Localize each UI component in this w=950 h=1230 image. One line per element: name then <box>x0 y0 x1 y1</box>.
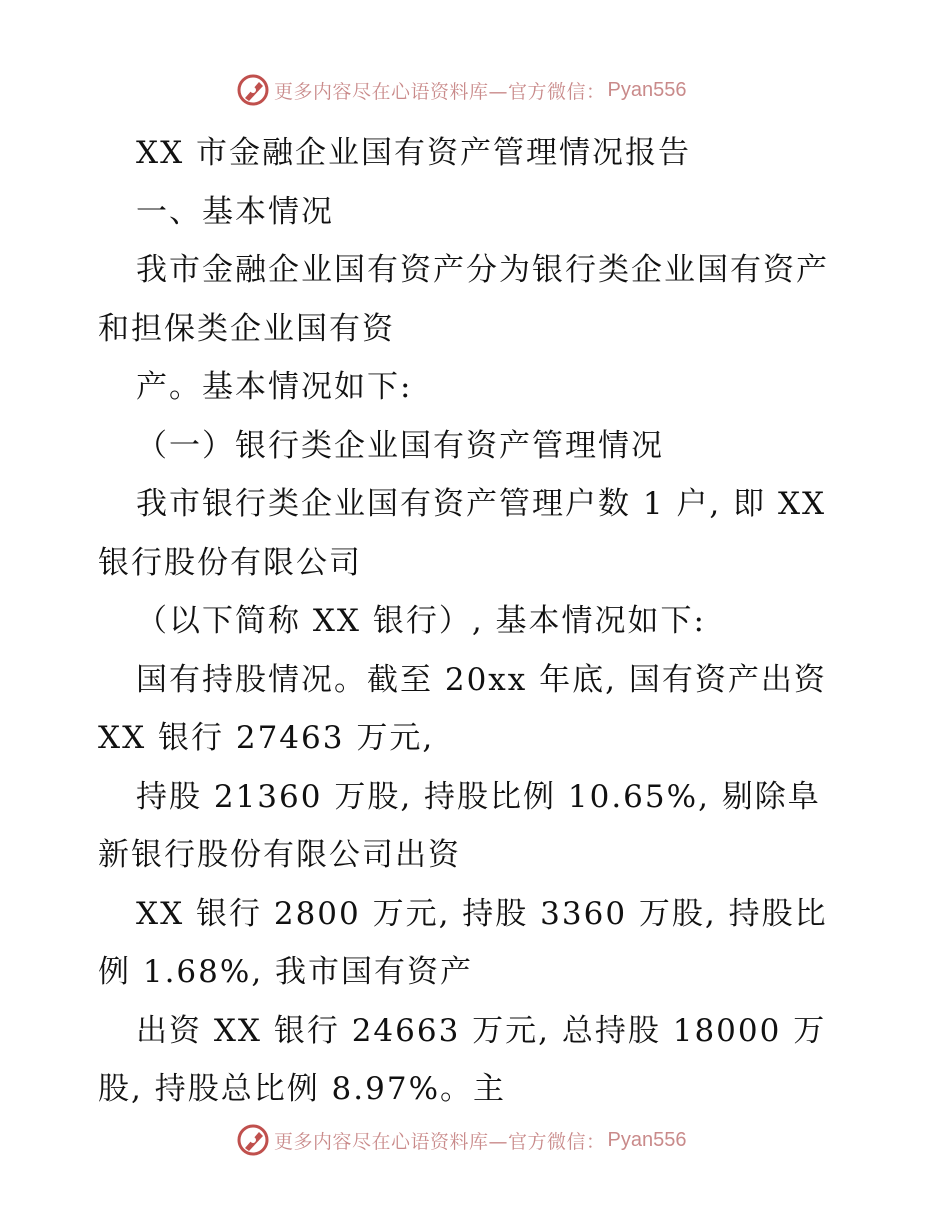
footer-banner <box>236 1122 686 1158</box>
pen-logo-icon <box>236 1123 270 1157</box>
paragraph-line: 股, 持股总比例 8.97%。主 <box>98 1071 507 1107</box>
paragraph-line: 和担保类企业国有资 <box>98 310 395 347</box>
paragraph-line: 新银行股份有限公司出资 <box>98 837 461 873</box>
header-banner-handle: Pyan556 <box>607 78 687 101</box>
paragraph-line: 例 1.68%, 我市国有资产 <box>98 954 474 990</box>
pen-logo-icon <box>236 73 270 107</box>
paragraph-line: 持股 21360 万股, 持股比例 10.65%, 剔除阜 <box>136 778 821 815</box>
subsection-heading: （一）银行类企业国有资产管理情况 <box>136 427 664 464</box>
footer-banner-text: 更多内容尽在心语资料库—官方微信： <box>274 1130 606 1153</box>
section-heading: 一、基本情况 <box>136 193 334 230</box>
paragraph-line: 国有持股情况。截至 20xx 年底, 国有资产出资 <box>136 661 827 698</box>
paragraph-line: 出资 XX 银行 24663 万元, 总持股 18000 万 <box>136 1012 827 1049</box>
document-body <box>98 124 858 1119</box>
header-banner <box>236 72 686 108</box>
footer-banner-handle: Pyan556 <box>607 1128 687 1151</box>
document-title: XX 市金融企业国有资产管理情况报告 <box>136 135 691 171</box>
paragraph-line: （以下简称 XX 银行）, 基本情况如下: <box>136 603 706 639</box>
paragraph-line: 银行股份有限公司 <box>98 544 362 581</box>
paragraph-line: 我市银行类企业国有资产管理户数 1 户, 即 XX <box>136 486 827 522</box>
header-banner-text: 更多内容尽在心语资料库—官方微信： <box>274 80 606 103</box>
paragraph-line: XX 银行 2800 万元, 持股 3360 万股, 持股比 <box>136 895 828 932</box>
paragraph-line: 产。基本情况如下: <box>136 369 413 405</box>
paragraph-line: 我市金融企业国有资产分为银行类企业国有资产 <box>136 252 829 288</box>
paragraph-line: XX 银行 27463 万元, <box>98 720 435 756</box>
